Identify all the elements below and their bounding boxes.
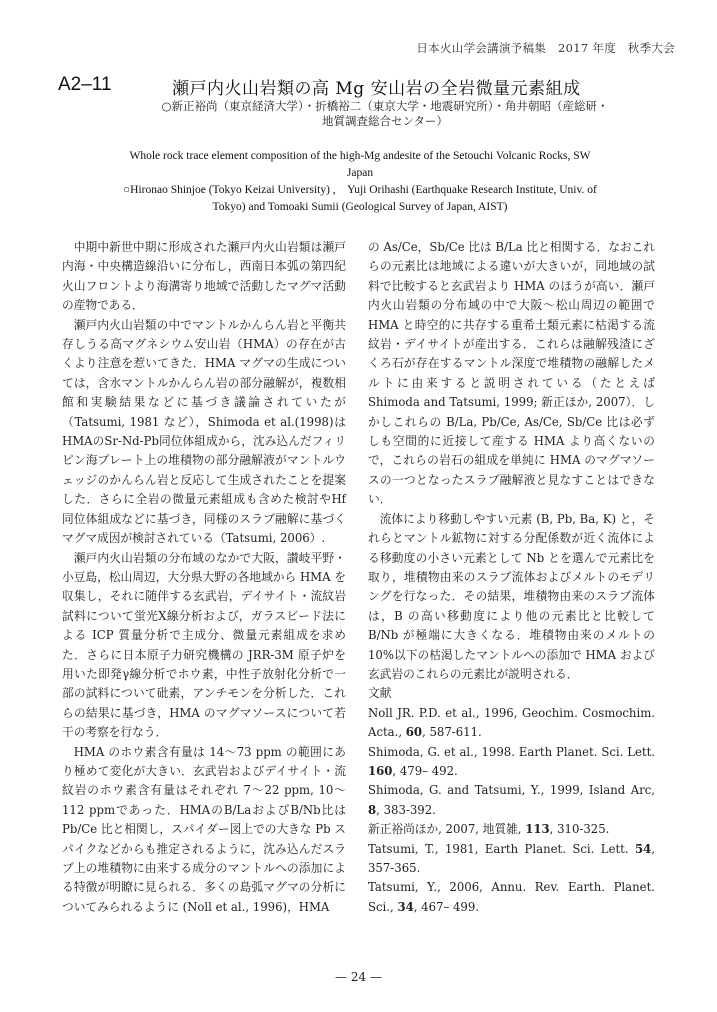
reference-item: Shimoda, G. and Tatsumi, Y., 1999, Island Arc, 8, 383-392. bbox=[368, 783, 655, 817]
paragraph: 瀬戸内火山岩類の中でマントルかんらん岩と平衡共存しうる高マグネシウム安山岩（HMA）の存在が古くより注意を惹いてきた．HMA マグマの生成については，含水マントルかんらん岩の部分融解が，複数相館和実験結果などに基づき議論されていたが（Tatsumi, 1981 など），Shimoda et al.(1998)はHMAのSr-Nd-Pb同位体組成から，沈み込んだフィリピン海プレート上の堆積物の部分融解液がマントルウェッジのかんらん岩と反応して生成されたことを提案した．さらに全岩の微量元素組成も含めた検討やHf 同位体組成などに基づき，同様のスラブ融解に基づくマグマ成因が検討されている（Tatsumi, 2006）. bbox=[62, 317, 346, 546]
reference-item: Noll JR. P.D. et al., 1996, Geochim. Cosmochim. Acta., 60, 587-611. bbox=[368, 705, 655, 740]
body-right-column bbox=[368, 238, 655, 917]
authors-english-line2: Tokyo) and Tomoaki Sumii (Geological Survey of Japan, AIST) bbox=[212, 201, 508, 213]
body-left-column bbox=[62, 238, 346, 917]
title-japanese: 瀬戸内火山岩類の高 Mg 安山岩の全岩微量元素組成 bbox=[172, 79, 581, 99]
english-title-block bbox=[70, 148, 650, 216]
authors-japanese bbox=[150, 99, 620, 129]
reference-item: Tatsumi, T., 1981, Earth Planet. Sci. Lett. 54, 357-365. bbox=[368, 841, 655, 875]
conference-header: 日本火山学会講演予稿集 2017 年度 秋季大会 bbox=[416, 41, 675, 55]
paragraph: 中期中新世中期に形成された瀬戸内火山岩類は瀬戸内海・中央構造線沿いに分布し，西南日本弧の第四紀火山フロントより海溝寄り地域で活動したマグマ活動の産物である． bbox=[62, 240, 346, 313]
paragraph: HMA のホウ素含有量は 14〜73 ppm の範囲にあり極めて変化が大きい．玄武岩およびデイサイト・流紋岩のホウ素含有量はそれぞれ 7〜22 ppm, 10〜112 ppmであった．HMAのB/LaおよびB/Nb比は Pb/Ce 比と相関し，スパイダー図上での大きな Pb スパイクなどからも推定されるように，沈み込んだスラブ上の堆積物に由来する成分のマントルへの添加による特徴が明瞭に見られる．多くの島弧マグマの分析についてみられるように (Noll et al., 1996)，HMA bbox=[62, 744, 346, 914]
title-english-line1: Whole rock trace element composition of the high-Mg andesite of the Setouchi Volcanic Rocks, SW bbox=[129, 150, 591, 162]
paragraph: の As/Ce，Sb/Ce 比は B/La 比と相関する．なおこれらの元素比は地域による違いが大きいが，同地域の試料で比較すると玄武岩より HMA のほうが高い．瀬戸内火山岩類の分布域の中で大阪〜松山周辺の範囲で HMA と時空的に共存する重希土類元素に枯渇する流紋岩・デイサイトが産出する．これらは融解残渣にざくろ石が存在するマントル深度で堆積物の融解したメルトに由来すると説明されている（たとえば Shimoda and Tatsumi, 1999; 新正ほか, 2007）．しかしこれらの B/La, Pb/Ce, As/Ce, Sb/Ce 比は必ずしも空間的に近接して産する HMA より高くないので，これらの岩石の組成を単純に HMA のマグマソースの一つとなったスラブ融解液と見なすことはできない． bbox=[368, 240, 655, 507]
reference-item: Shimoda, G. et al., 1998. Earth Planet. Sci. Lett. 160, 479– 492. bbox=[368, 744, 655, 778]
references-heading: 文献 bbox=[368, 686, 392, 701]
authors-japanese-line2: 地質調査総合センター） bbox=[321, 114, 449, 128]
references-list bbox=[368, 704, 655, 917]
authors-english-line1: ○Hironao Shinjoe (Tokyo Keizai University) , Yuji Orihashi (Earthquake Research Institute, Univ. of bbox=[123, 184, 597, 196]
abstract-code: A2–11 bbox=[58, 74, 112, 95]
reference-item: 新正裕尚ほか, 2007, 地質雑, 113, 310-325. bbox=[368, 822, 610, 837]
paragraph: 流体により移動しやすい元素 (B, Pb, Ba, K) と，それらとマントル鉱物に対する分配係数が近く流体による移動度の小さい元素として Nb とを選んで元素比を取り，堆積物由来のスラブ流体およびメルトのモデリングを行なった．その結果，堆積物由来のスラブ流体は，B の高い移動度により他の元素比と比較して B/Nb が極端に大きくなる．堆積物由来のメルトの 10%以下の枯渇したマントルへの添加で HMA および玄武岩のこれらの元素比が説明される． bbox=[368, 511, 655, 681]
authors-japanese-line1: ○新正裕尚（東京経済大学）・折橋裕二（東京大学・地震研究所）・角井朝昭（産総研・ bbox=[161, 99, 609, 113]
reference-item: Tatsumi, Y., 2006, Annu. Rev. Earth. Planet. Sci., 34, 467– 499. bbox=[368, 880, 655, 914]
paragraph: 瀬戸内火山岩類の分布域のなかで大阪，讃岐平野・小豆島，松山周辺，大分県大野の各地域から HMA を収集し，それに随伴する玄武岩，デイサイト・流紋岩試料について蛍光X線分析および，ガラスビード法による ICP 質量分析で主成分、微量元素組成を求めた．さらに日本原子力研究機構の JRR-3M 原子炉を用いた即発γ線分析でホウ素，中性子放射化分析で一部の試料について砒素，アンチモンを分析した．これらの結果に基づき，HMA のマグマソースについて若干の考察を行なう． bbox=[62, 550, 346, 740]
page-number: — 24 — bbox=[335, 970, 382, 984]
title-english-line2: Japan bbox=[346, 167, 374, 179]
